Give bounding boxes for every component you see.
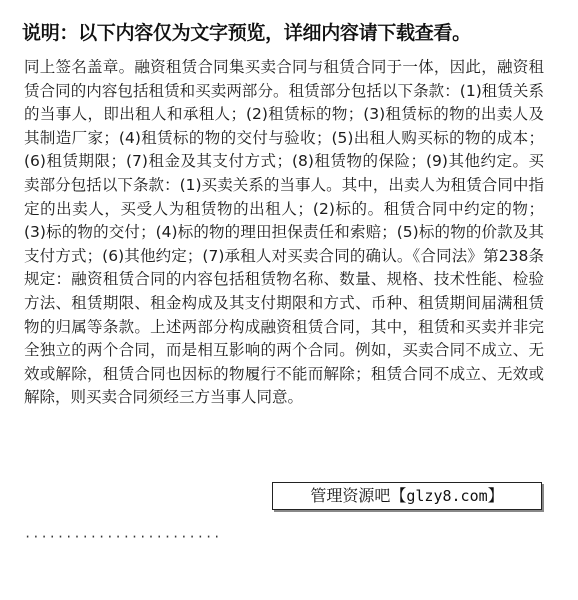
watermark-stamp <box>272 482 542 510</box>
preview-notice: 说明：以下内容仅为文字预览，详细内容请下载查看。 <box>22 22 471 44</box>
document-body-text: 同上签名盖章。融资租赁合同集买卖合同与租赁合同于一体，因此，融资租赁合同的内容包括租赁和买卖两部分。租赁部分包括以下条款：(1)租赁关系的当事人，即出租人和承租人；(2)租赁标的物；(3)租赁标的物的出卖人及其制造厂家；(4)租赁标的物的交付与验收；(5)出租人购买标的物的成本；(6)租赁期限；(7)租金及其支付方式；(8)租赁物的保险；(9)其他约定。买卖部分包括以下条款：(1)买卖关系的当事人。其中，出卖人为租赁合同中指定的出卖人，买受人为租赁物的出租人；(2)标的。租赁合同中约定的物；(3)标的物的交付；(4)标的物的理田担保责任和索赔；(5)标的物的价款及其支付方式；(6)其他约定；(7)承租人对买卖合同的确认。《合同法》第238条规定：融资租赁合同的内容包括租赁物名称、数量、规格、技术性能、检验方法、租赁期限、租金构成及其支付期限和方式、币种、租赁期间届满租赁物的归属等条款。上述两部分构成融资租赁合同，其中，租赁和买卖并非完全独立的两个合同，而是相互影响的两个合同。例如，买卖合同不成立、无效或解除，租赁合同也因标的物履行不能而解除；租赁合同不成立、无效或解除，则买卖合同须经三方当事人同意。 <box>24 58 544 407</box>
truncation-ellipsis: ························ <box>24 530 222 544</box>
watermark-suffix: 】 <box>487 486 504 505</box>
watermark-prefix: 管理资源吧【 <box>310 486 407 505</box>
watermark-url: glzy8.com <box>406 487 488 505</box>
